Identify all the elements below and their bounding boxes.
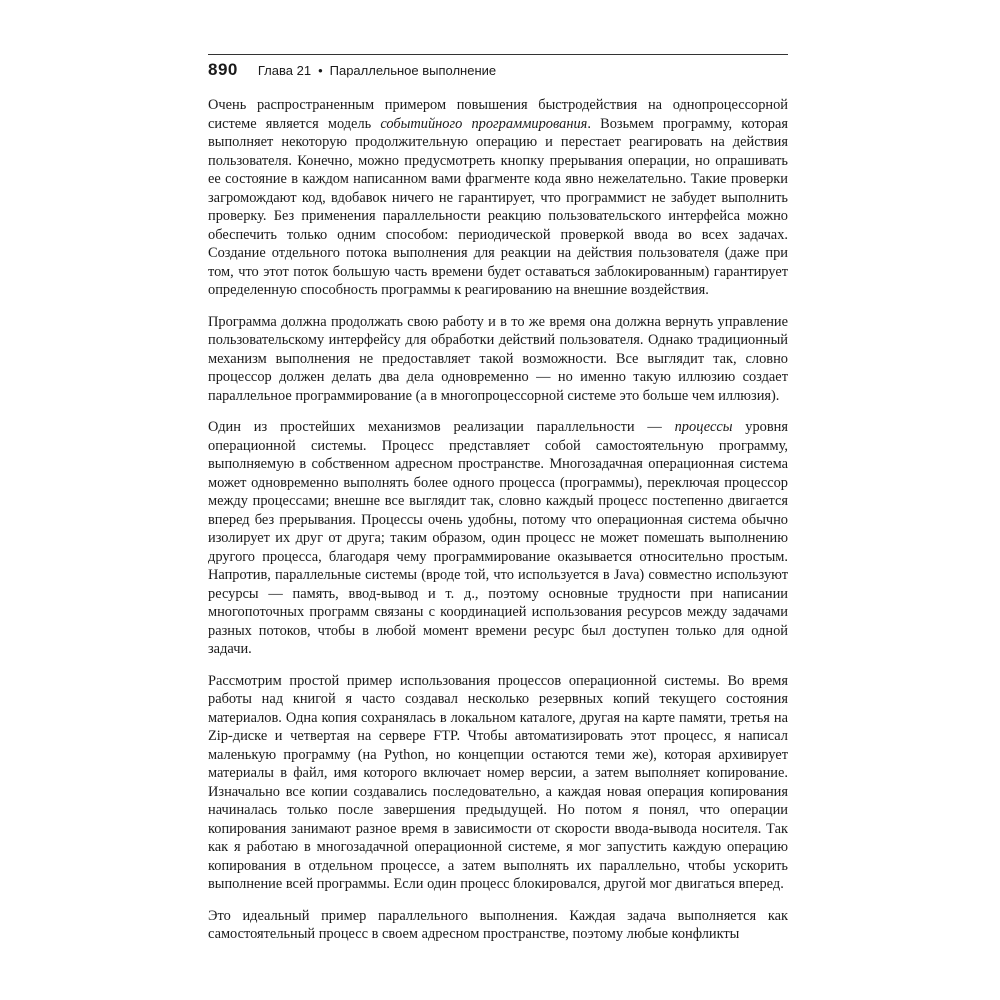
paragraph-4: Рассмотрим простой пример использования процессов операционной системы. Во время работы над книгой я часто создавал несколько резервных копий текущего состояния материалов. Одна копия сохранялась в локальном каталоге, другая на карте памяти, третья на Zip-диске и четвертая на сервере FTP. Чтобы автоматизировать этот процесс, я написал маленькую программу (на Python, но концепции остаются теми же), которая архивирует материалы в файл, имя которого включает номер версии, а затем выполняет копирование. Изначально все копии создавались последовательно, а каждая новая операция копирования начиналась только после завершения предыдущей. Но потом я понял, что операции копирования занимают разное время в зависимости от скорости ввода-вывода носителя. Так как я работаю в многозадачной операционной системе, я мог запустить каждую операцию копирования в отдельном процессе, а затем выполнять их параллельно, чтобы ускорить выполнение всей программы. Если один процесс блокировался, другой мог двигаться вперед.: [208, 672, 788, 892]
paragraph-2: Программа должна продолжать свою работу и в то же время она должна вернуть управление пользовательскому интерфейсу для обработки действий пользователя. Однако традиционный механизм выполнения не предоставляет такой возможности. Все выглядит так, словно процессор должен делать два дела одновременно — но именно такую иллюзию создает параллельное программирование (а в многопроцессорной системе это больше чем иллюзия).: [208, 313, 788, 404]
paragraph-5: Это идеальный пример параллельного выполнения. Каждая задача выполняется как самостоятельный процесс в своем адресном пространстве, поэтому любые конфликты: [208, 907, 788, 942]
header-bullet: •: [318, 63, 323, 78]
running-header: [208, 54, 788, 80]
emphasis-term: процессы: [674, 419, 733, 435]
body-text: [208, 96, 788, 957]
page-number: 890: [208, 60, 238, 79]
chapter-title: Параллельное выполнение: [329, 63, 497, 78]
emphasis-term: событийного программирования: [380, 115, 588, 132]
paragraph-3: Один из простейших механизмов реализации параллельности — процессы уровня операционной системы. Процесс представляет собой самостоятельную программу, выполняемую в собственном адресном пространстве. Многозадачная операционная система может одновременно выполнять более одного процесса (программы), переключая процессор между процессами; внешне все выглядит так, словно каждый процесс постепенно двигается вперед без прерывания. Процессы очень удобны, потому что операционная система обычно изолирует их друг от друга; таким образом, один процесс не может помешать выполнению другого процесса, благодаря чему программирование оказывается относительно простым. Напротив, параллельные системы (вроде той, что используется в Java) совместно используют ресурсы — память, ввод-вывод и т. д., поэтому основные трудности при написании многопоточных программ связаны с координацией использования ресурсов между задачами разных потоков, чтобы в любой момент времени ресурс был доступен только для одной задачи.: [208, 419, 788, 657]
paragraph-1: Очень распространенным примером повышения быстродействия на однопроцессорной системе является модель событийного программирования. Возьмем программу, которая выполняет некоторую продолжительную операцию и перестает реагировать на действия пользователя. Конечно, можно предусмотреть кнопку прерывания операции, но опрашивать ее состояние в каждом написанном вами фрагменте кода явно нежелательно. Такие проверки загромождают код, вдобавок ничего не гарантирует, что программист не забудет выполнить проверку. Без применения параллельности реакцию пользовательского интерфейса можно обеспечить только одним способом: периодической проверкой ввода во всех задачах. Создание отдельного потока выполнения для реакции на действия пользователя (даже при том, что этот поток большую часть времени будет оставаться заблокированным) гарантирует определенную способность программы к реагированию на внешние воздействия.: [208, 97, 788, 298]
chapter-label: Глава 21: [257, 63, 312, 78]
